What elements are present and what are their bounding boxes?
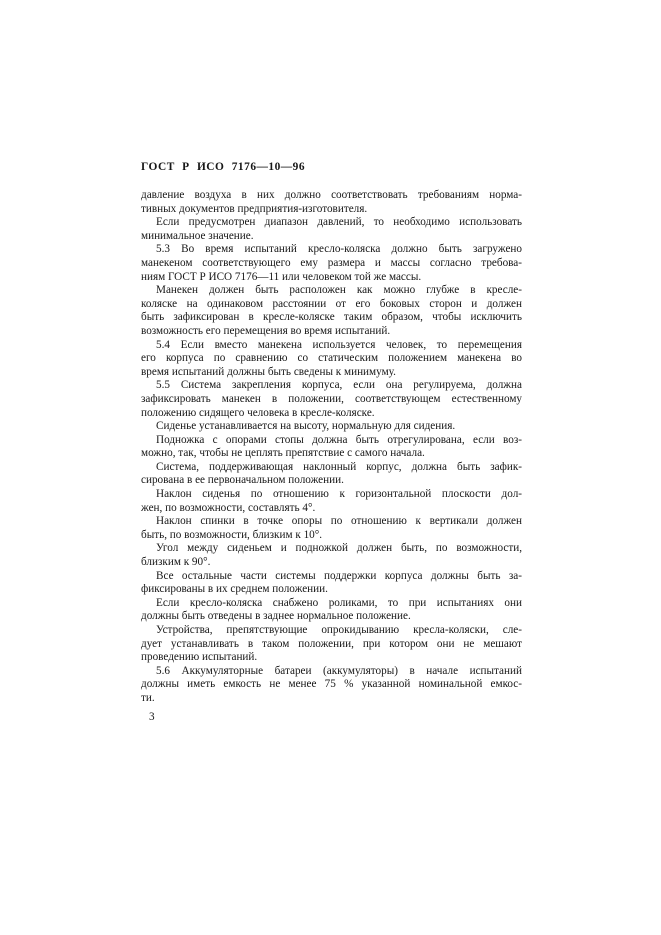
- paragraph: [141, 542, 522, 569]
- text-line: проведению испытаний.: [141, 651, 258, 664]
- text-line: возможность его перемещения во время испытаний.: [141, 324, 391, 337]
- text-line: Наклон спинки в точке опоры по отношению к вертикали должен: [156, 515, 522, 528]
- text-line: зафиксировать манекен в положении, соответствующем естественному: [141, 392, 522, 405]
- text-line: давление воздуха в них должно соответствовать требованиям норма-: [141, 189, 522, 201]
- text-line: должны иметь емкость не менее 75 % указанной номинальной емкос-: [141, 678, 522, 691]
- paragraph: [141, 461, 522, 488]
- paragraph: [141, 339, 522, 380]
- text-line: 5.3 Во время испытаний кресло-коляска должно быть загружено: [156, 243, 522, 256]
- paragraph: [141, 420, 522, 434]
- text-line: манекеном соответствующего ему размера и массы согласно требова-: [141, 256, 522, 269]
- text-line: его корпуса по сравнению со статическим положением манекена во: [141, 352, 522, 365]
- page-number: 3: [149, 711, 155, 723]
- text-line: быть зафиксирован в кресле-коляске таким образом, чтобы исключить: [141, 311, 522, 324]
- text-line: близким к 90°.: [141, 556, 211, 569]
- text-line: Система, поддерживающая наклонный корпус, должна быть зафик-: [156, 460, 522, 473]
- text-line: жен, по возможности, составлять 4°.: [141, 501, 316, 514]
- paragraph: [141, 488, 522, 515]
- text-line: тивных документов предприятия-изготовителя.: [141, 202, 368, 215]
- text-line: Подножка с опорами стопы должна быть отрегулирована, если воз-: [156, 433, 522, 446]
- text-line: дует устанавливать в таком положении, при котором они не мешают: [141, 637, 522, 650]
- text-line: Манекен должен быть расположен как можно глубже в кресле-: [156, 284, 522, 297]
- text-line: Наклон сиденья по отношению к горизонтальной плоскости дол-: [156, 488, 522, 501]
- paragraph: [141, 189, 522, 216]
- text-line: должны быть отведены в заднее нормальное положение.: [141, 610, 411, 623]
- text-line: быть, по возможности, близким к 10°.: [141, 528, 323, 541]
- paragraph: [141, 570, 522, 597]
- paragraph: [141, 379, 522, 420]
- paragraph: [141, 434, 522, 461]
- paragraph: [141, 665, 522, 706]
- text-line: 5.4 Если вместо манекена используется человек, то перемещения: [156, 338, 522, 351]
- text-line: время испытаний должны быть сведены к минимуму.: [141, 365, 396, 378]
- running-header: ГОСТ Р ИСО 7176—10—96: [141, 161, 306, 173]
- text-line: Если кресло-коляска снабжено роликами, то при испытаниях они: [156, 596, 522, 609]
- text-line: минимальное значение.: [141, 229, 254, 242]
- paragraph: [141, 216, 522, 243]
- paragraph: [141, 597, 522, 624]
- text-line: положению сидящего человека в кресле-коляске.: [141, 406, 375, 419]
- text-line: можно, так, чтобы не цеплять препятствие с самого начала.: [141, 447, 425, 460]
- paragraph: [141, 515, 522, 542]
- text-line: Угол между сиденьем и подножкой должен быть, по возможности,: [156, 542, 522, 555]
- body-text: [141, 189, 522, 706]
- text-line: Устройства, препятствующие опрокидыванию кресла-коляски, сле-: [156, 624, 522, 636]
- text-line: Если предусмотрен диапазон давлений, то необходимо использовать: [156, 216, 522, 229]
- text-line: 5.6 Аккумуляторные батареи (аккумуляторы) в начале испытаний: [156, 664, 522, 677]
- text-line: 5.5 Система закрепления корпуса, если она регулируема, должна: [156, 379, 522, 392]
- text-line: коляске на одинаковом расстоянии от его боковых сторон и должен: [141, 297, 522, 310]
- paragraph: [141, 284, 522, 338]
- text-line: ниям ГОСТ Р ИСО 7176—11 или человеком той же массы.: [141, 270, 422, 283]
- paragraph: [141, 243, 522, 284]
- text-line: ти.: [141, 691, 155, 704]
- text-line: Сиденье устанавливается на высоту, нормальную для сидения.: [156, 420, 456, 433]
- paragraph: [141, 624, 522, 665]
- text-line: сирована в ее первоначальном положении.: [141, 474, 344, 487]
- text-line: Все остальные части системы поддержки корпуса должны быть за-: [156, 569, 522, 582]
- text-line: фиксированы в их среднем положении.: [141, 583, 328, 596]
